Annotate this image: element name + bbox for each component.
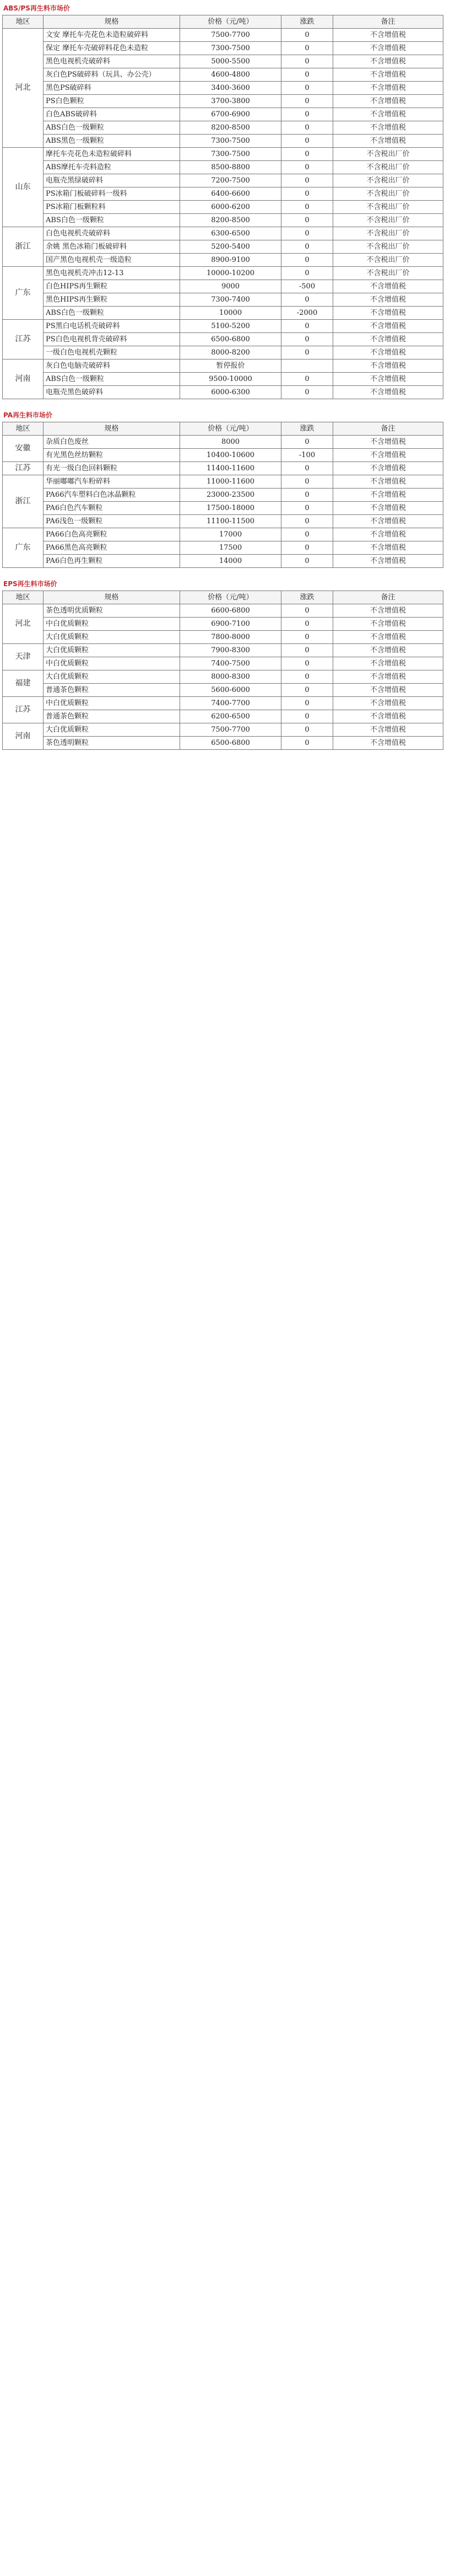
table-row — [3, 515, 443, 528]
change-cell — [281, 359, 333, 373]
remark-cell: 不含增值税 — [333, 528, 443, 541]
price-cell: 7500-7700 — [180, 723, 281, 737]
spec-cell: 大白优质颗粒 — [44, 631, 180, 644]
price-cell: 6000-6300 — [180, 386, 281, 399]
table-row — [3, 346, 443, 359]
spec-cell: PA66黑色高亮颗粒 — [44, 541, 180, 555]
column-header: 规格 — [44, 591, 180, 604]
spec-cell: PA66汽车塑料白色冰晶颗粒 — [44, 489, 180, 502]
table-row — [3, 267, 443, 280]
price-cell: 10400-10600 — [180, 449, 281, 462]
spec-cell: PA6白色再生颗粒 — [44, 555, 180, 568]
spec-cell: 一级白色电视机壳颗粒 — [44, 346, 180, 359]
price-cell: 11100-11500 — [180, 515, 281, 528]
remark-cell: 不含增值税 — [333, 29, 443, 42]
price-cell: 4600-4800 — [180, 68, 281, 82]
remark-cell: 不含税出厂价 — [333, 267, 443, 280]
remark-cell: 不含增值税 — [333, 657, 443, 670]
table-row — [3, 187, 443, 201]
remark-cell: 不含增值税 — [333, 333, 443, 346]
change-cell: 0 — [281, 82, 333, 95]
remark-cell: 不含税出厂价 — [333, 174, 443, 187]
change-cell: 0 — [281, 386, 333, 399]
table-row — [3, 68, 443, 82]
spec-cell: 有光黑色丝纺颗粒 — [44, 449, 180, 462]
column-header: 价格（元/吨） — [180, 422, 281, 436]
remark-cell: 不含增值税 — [333, 618, 443, 631]
spec-cell: PA6浅色一级颗粒 — [44, 515, 180, 528]
change-cell: 0 — [281, 541, 333, 555]
table-row — [3, 644, 443, 657]
price-cell: 3400-3600 — [180, 82, 281, 95]
price-cell: 7300-7500 — [180, 135, 281, 148]
region-cell: 浙江 — [3, 227, 44, 267]
price-cell: 6500-6800 — [180, 737, 281, 750]
price-cell: 17500-18000 — [180, 502, 281, 515]
change-cell: -100 — [281, 449, 333, 462]
region-cell: 浙江 — [3, 475, 44, 528]
change-cell: 0 — [281, 737, 333, 750]
spec-cell: 中白优质颗粒 — [44, 697, 180, 710]
column-header: 地区 — [3, 422, 44, 436]
change-cell: 0 — [281, 174, 333, 187]
remark-cell: 不含增值税 — [333, 135, 443, 148]
price-cell: 10000 — [180, 307, 281, 320]
price-cell: 5600-6000 — [180, 684, 281, 697]
change-cell: 0 — [281, 515, 333, 528]
price-cell: 9500-10000 — [180, 373, 281, 386]
change-cell: 0 — [281, 697, 333, 710]
price-section — [2, 409, 448, 568]
price-cell: 8200-8500 — [180, 121, 281, 135]
change-cell: 0 — [281, 657, 333, 670]
change-cell: 0 — [281, 436, 333, 449]
price-cell: 8900-9100 — [180, 254, 281, 267]
region-cell: 广东 — [3, 528, 44, 568]
price-cell: 6900-7100 — [180, 618, 281, 631]
table-row — [3, 657, 443, 670]
spec-cell: 电瓶壳黑色破碎料 — [44, 386, 180, 399]
change-cell: 0 — [281, 631, 333, 644]
column-header: 价格（元/吨） — [180, 15, 281, 29]
spec-cell: 黑色HIPS再生颗粒 — [44, 293, 180, 307]
remark-cell: 不含税出厂价 — [333, 227, 443, 240]
table-row — [3, 475, 443, 489]
change-cell: 0 — [281, 618, 333, 631]
table-row — [3, 240, 443, 254]
spec-cell: PA6白色汽车颗粒 — [44, 502, 180, 515]
remark-cell: 不含税出厂价 — [333, 201, 443, 214]
change-cell: 0 — [281, 528, 333, 541]
table-header-row — [3, 591, 443, 604]
remark-cell: 不含增值税 — [333, 373, 443, 386]
table-row — [3, 42, 443, 55]
price-cell: 7300-7400 — [180, 293, 281, 307]
price-cell: 8000 — [180, 436, 281, 449]
table-row — [3, 449, 443, 462]
table-row — [3, 737, 443, 750]
column-header: 地区 — [3, 15, 44, 29]
remark-cell: 不含增值税 — [333, 502, 443, 515]
spec-cell: 电瓶壳黑绿破碎料 — [44, 174, 180, 187]
table-row — [3, 82, 443, 95]
price-cell: 7300-7500 — [180, 148, 281, 161]
table-row — [3, 201, 443, 214]
price-cell: 7400-7500 — [180, 657, 281, 670]
table-row — [3, 333, 443, 346]
change-cell: 0 — [281, 240, 333, 254]
region-cell: 江苏 — [3, 697, 44, 723]
spec-cell: 灰白色PS破碎料（玩具、办公壳） — [44, 68, 180, 82]
region-cell: 天津 — [3, 644, 44, 670]
remark-cell: 不含增值税 — [333, 68, 443, 82]
spec-cell: 文安 摩托车壳花色未造粒破碎料 — [44, 29, 180, 42]
change-cell: 0 — [281, 121, 333, 135]
table-row — [3, 502, 443, 515]
price-cell: 7300-7500 — [180, 42, 281, 55]
price-cell: 7900-8300 — [180, 644, 281, 657]
price-table — [2, 422, 443, 568]
remark-cell: 不含增值税 — [333, 449, 443, 462]
remark-cell: 不含增值税 — [333, 307, 443, 320]
change-cell: 0 — [281, 604, 333, 618]
remark-cell: 不含增值税 — [333, 359, 443, 373]
remark-cell: 不含增值税 — [333, 737, 443, 750]
change-cell: 0 — [281, 373, 333, 386]
column-header: 地区 — [3, 591, 44, 604]
remark-cell: 不含税出厂价 — [333, 214, 443, 227]
region-cell: 山东 — [3, 148, 44, 227]
remark-cell: 不含增值税 — [333, 475, 443, 489]
spec-cell: ABS白色一级颗粒 — [44, 307, 180, 320]
spec-cell: 保定 摩托车壳破碎料花色未造粒 — [44, 42, 180, 55]
remark-cell: 不含增值税 — [333, 684, 443, 697]
table-row — [3, 108, 443, 121]
spec-cell: ABS摩托车壳料造粒 — [44, 161, 180, 174]
table-row — [3, 55, 443, 68]
table-row — [3, 307, 443, 320]
price-cell: 11000-11600 — [180, 475, 281, 489]
spec-cell: 中白优质颗粒 — [44, 657, 180, 670]
remark-cell: 不含税出厂价 — [333, 161, 443, 174]
table-row — [3, 29, 443, 42]
column-header: 涨跌 — [281, 422, 333, 436]
price-cell: 8000-8200 — [180, 346, 281, 359]
change-cell: -2000 — [281, 307, 333, 320]
spec-cell: PS冰箱门板颗粒料 — [44, 201, 180, 214]
price-cell: 6400-6600 — [180, 187, 281, 201]
table-row — [3, 373, 443, 386]
spec-cell: 中白优质颗粒 — [44, 618, 180, 631]
spec-cell: 黑色电视机壳冲击12-13 — [44, 267, 180, 280]
spec-cell: PS冰箱门板破碎料一级料 — [44, 187, 180, 201]
spec-cell: 茶色透明优质颗粒 — [44, 604, 180, 618]
price-cell: 17500 — [180, 541, 281, 555]
table-header-row — [3, 15, 443, 29]
table-row — [3, 723, 443, 737]
price-cell: 17000 — [180, 528, 281, 541]
spec-cell: 国产黑色电视机壳一级造粒 — [44, 254, 180, 267]
table-row — [3, 462, 443, 475]
region-cell: 安徽 — [3, 436, 44, 462]
change-cell: 0 — [281, 68, 333, 82]
region-cell: 江苏 — [3, 320, 44, 359]
remark-cell: 不含税出厂价 — [333, 254, 443, 267]
column-header: 备注 — [333, 591, 443, 604]
table-row — [3, 489, 443, 502]
price-cell: 23000-23500 — [180, 489, 281, 502]
price-cell: 暂停报价 — [180, 359, 281, 373]
price-report-page — [0, 0, 450, 762]
remark-cell: 不含增值税 — [333, 631, 443, 644]
price-cell: 6600-6800 — [180, 604, 281, 618]
table-row — [3, 684, 443, 697]
table-row — [3, 161, 443, 174]
change-cell: 0 — [281, 710, 333, 723]
change-cell: 0 — [281, 333, 333, 346]
price-cell: 7500-7700 — [180, 29, 281, 42]
change-cell: 0 — [281, 475, 333, 489]
section-title: ABS/PS再生料市场价 — [3, 4, 70, 12]
table-row — [3, 386, 443, 399]
change-cell: 0 — [281, 29, 333, 42]
column-header: 涨跌 — [281, 15, 333, 29]
price-cell: 8500-8800 — [180, 161, 281, 174]
spec-cell: 白色ABS破碎料 — [44, 108, 180, 121]
price-cell: 8000-8300 — [180, 670, 281, 684]
column-header: 规格 — [44, 15, 180, 29]
column-header: 涨跌 — [281, 591, 333, 604]
remark-cell: 不含增值税 — [333, 670, 443, 684]
column-header: 价格（元/吨） — [180, 591, 281, 604]
remark-cell: 不含增值税 — [333, 108, 443, 121]
remark-cell: 不含增值税 — [333, 121, 443, 135]
remark-cell: 不含增值税 — [333, 489, 443, 502]
change-cell: 0 — [281, 135, 333, 148]
change-cell: 0 — [281, 644, 333, 657]
remark-cell: 不含增值税 — [333, 723, 443, 737]
price-cell: 7800-8000 — [180, 631, 281, 644]
table-row — [3, 135, 443, 148]
table-row — [3, 631, 443, 644]
remark-cell: 不含增值税 — [333, 604, 443, 618]
remark-cell: 不含税出厂价 — [333, 240, 443, 254]
remark-cell: 不含增值税 — [333, 95, 443, 108]
spec-cell: 茶色透明颗粒 — [44, 737, 180, 750]
spec-cell: 大白优质颗粒 — [44, 723, 180, 737]
table-row — [3, 604, 443, 618]
change-cell: 0 — [281, 148, 333, 161]
price-cell: 5000-5500 — [180, 55, 281, 68]
remark-cell: 不含增值税 — [333, 55, 443, 68]
change-cell: -500 — [281, 280, 333, 293]
section-title: PA再生料市场价 — [3, 411, 52, 419]
spec-cell: 黑色电视机壳破碎料 — [44, 55, 180, 68]
change-cell: 0 — [281, 55, 333, 68]
price-cell: 14000 — [180, 555, 281, 568]
remark-cell: 不含增值税 — [333, 320, 443, 333]
remark-cell: 不含增值税 — [333, 555, 443, 568]
spec-cell: 普通茶色颗粒 — [44, 710, 180, 723]
remark-cell: 不含增值税 — [333, 462, 443, 475]
spec-cell: 大白优质颗粒 — [44, 670, 180, 684]
remark-cell: 不含增值税 — [333, 644, 443, 657]
change-cell: 0 — [281, 462, 333, 475]
change-cell: 0 — [281, 201, 333, 214]
table-row — [3, 174, 443, 187]
price-table — [2, 15, 443, 399]
change-cell: 0 — [281, 95, 333, 108]
price-cell: 7200-7500 — [180, 174, 281, 187]
change-cell: 0 — [281, 346, 333, 359]
column-header: 规格 — [44, 422, 180, 436]
spec-cell: 普通茶色颗粒 — [44, 684, 180, 697]
region-cell: 河南 — [3, 723, 44, 750]
table-row — [3, 541, 443, 555]
price-cell: 6500-6800 — [180, 333, 281, 346]
table-row — [3, 670, 443, 684]
remark-cell: 不含增值税 — [333, 541, 443, 555]
remark-cell: 不含增值税 — [333, 346, 443, 359]
spec-cell: 华丽嘟嘟汽车粉碎料 — [44, 475, 180, 489]
remark-cell: 不含增值税 — [333, 280, 443, 293]
table-row — [3, 227, 443, 240]
price-cell: 6700-6900 — [180, 108, 281, 121]
table-row — [3, 697, 443, 710]
price-cell: 7400-7700 — [180, 697, 281, 710]
change-cell: 0 — [281, 187, 333, 201]
table-row — [3, 618, 443, 631]
region-cell: 河北 — [3, 29, 44, 148]
change-cell: 0 — [281, 489, 333, 502]
change-cell: 0 — [281, 723, 333, 737]
table-row — [3, 555, 443, 568]
price-cell: 6300-6500 — [180, 227, 281, 240]
table-row — [3, 528, 443, 541]
change-cell: 0 — [281, 254, 333, 267]
spec-cell: 白色电视机壳破碎料 — [44, 227, 180, 240]
change-cell: 0 — [281, 684, 333, 697]
change-cell: 0 — [281, 161, 333, 174]
spec-cell: PS黑白电话机壳破碎料 — [44, 320, 180, 333]
spec-cell: PS白色颗粒 — [44, 95, 180, 108]
price-cell: 5100-5200 — [180, 320, 281, 333]
price-cell: 10000-10200 — [180, 267, 281, 280]
spec-cell: ABS白色一级颗粒 — [44, 121, 180, 135]
column-header: 备注 — [333, 15, 443, 29]
region-cell: 广东 — [3, 267, 44, 320]
price-section — [2, 2, 448, 399]
remark-cell: 不含增值税 — [333, 697, 443, 710]
remark-cell: 不含增值税 — [333, 386, 443, 399]
table-row — [3, 436, 443, 449]
region-cell: 江苏 — [3, 462, 44, 475]
price-cell: 8200-8500 — [180, 214, 281, 227]
spec-cell: ABS白色一级颗粒 — [44, 373, 180, 386]
change-cell: 0 — [281, 293, 333, 307]
price-cell: 5200-5400 — [180, 240, 281, 254]
table-row — [3, 293, 443, 307]
price-cell: 11400-11600 — [180, 462, 281, 475]
spec-cell: ABS白色一级颗粒 — [44, 214, 180, 227]
spec-cell: 摩托车壳花色未造粒破碎料 — [44, 148, 180, 161]
price-table — [2, 591, 443, 750]
column-header: 备注 — [333, 422, 443, 436]
spec-cell: ABS黑色一级颗粒 — [44, 135, 180, 148]
remark-cell: 不含增值税 — [333, 515, 443, 528]
price-cell: 6200-6500 — [180, 710, 281, 723]
spec-cell: 余姚 黑色冰箱门板破碎料 — [44, 240, 180, 254]
remark-cell: 不含税出厂价 — [333, 187, 443, 201]
remark-cell: 不含增值税 — [333, 436, 443, 449]
price-cell: 9000 — [180, 280, 281, 293]
region-cell: 福建 — [3, 670, 44, 697]
region-cell: 河北 — [3, 604, 44, 644]
table-row — [3, 148, 443, 161]
price-cell: 3700-3800 — [180, 95, 281, 108]
change-cell: 0 — [281, 267, 333, 280]
price-cell: 6000-6200 — [180, 201, 281, 214]
table-header-row — [3, 422, 443, 436]
table-row — [3, 280, 443, 293]
section-title: EPS再生料市场价 — [3, 580, 57, 588]
change-cell: 0 — [281, 108, 333, 121]
price-section — [2, 578, 448, 750]
remark-cell: 不含增值税 — [333, 293, 443, 307]
table-row — [3, 121, 443, 135]
remark-cell: 不含增值税 — [333, 82, 443, 95]
spec-cell: 黑色PS破碎料 — [44, 82, 180, 95]
change-cell: 0 — [281, 670, 333, 684]
table-row — [3, 710, 443, 723]
spec-cell: 有光一级白色回料颗粒 — [44, 462, 180, 475]
remark-cell: 不含增值税 — [333, 710, 443, 723]
remark-cell: 不含增值税 — [333, 42, 443, 55]
table-row — [3, 320, 443, 333]
remark-cell: 不含税出厂价 — [333, 148, 443, 161]
table-row — [3, 359, 443, 373]
region-cell: 河南 — [3, 359, 44, 399]
change-cell: 0 — [281, 502, 333, 515]
spec-cell: 灰白色电脑壳破碎料 — [44, 359, 180, 373]
spec-cell: PS白色电视机背壳破碎料 — [44, 333, 180, 346]
table-row — [3, 254, 443, 267]
spec-cell: 大白优质颗粒 — [44, 644, 180, 657]
spec-cell: 杂质白色废丝 — [44, 436, 180, 449]
change-cell: 0 — [281, 227, 333, 240]
change-cell: 0 — [281, 42, 333, 55]
change-cell: 0 — [281, 555, 333, 568]
change-cell: 0 — [281, 320, 333, 333]
spec-cell: PA66白色高亮颗粒 — [44, 528, 180, 541]
spec-cell: 白色HIPS再生颗粒 — [44, 280, 180, 293]
table-row — [3, 214, 443, 227]
change-cell: 0 — [281, 214, 333, 227]
table-row — [3, 95, 443, 108]
